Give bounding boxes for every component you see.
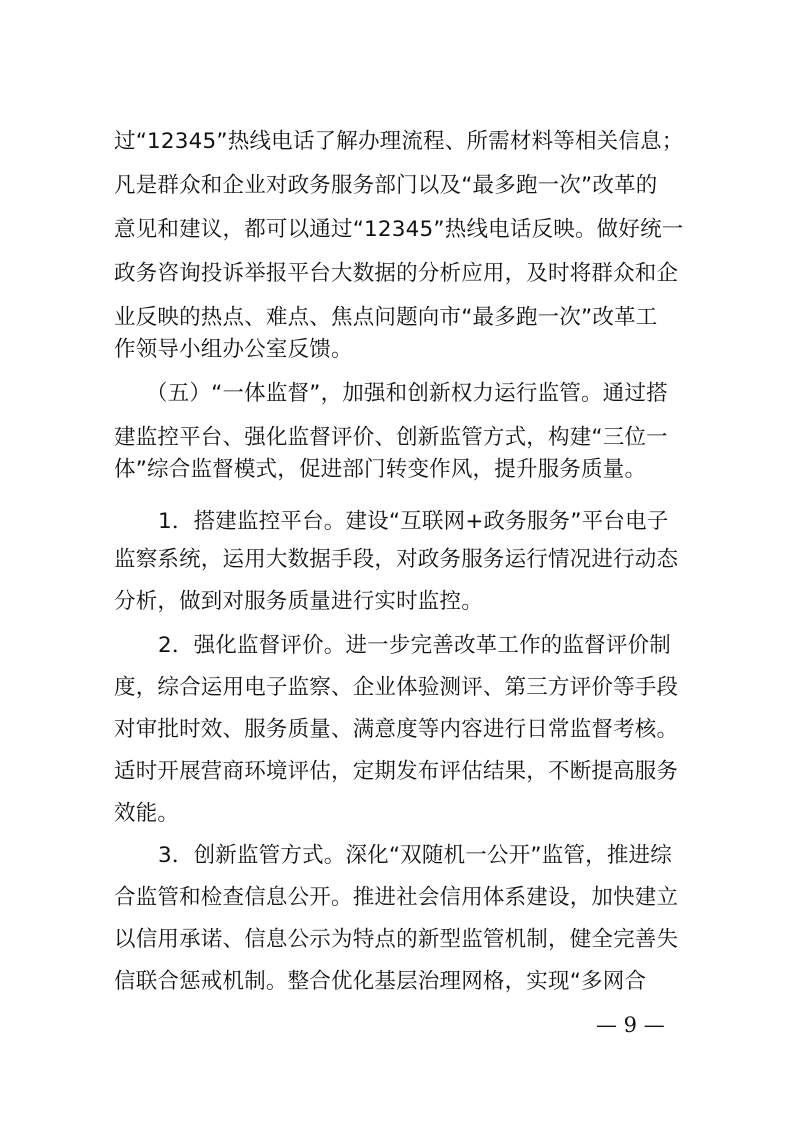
text-line: 监察系统，运用大数据手段，对政务服务运行情况进行动态 xyxy=(114,547,679,572)
text-line: 信联合惩戒机制。整合优化基层治理网格，实现“多网合 xyxy=(114,969,647,994)
text-line: 对审批时效、服务质量、满意度等内容进行日常监督考核。 xyxy=(114,717,679,742)
text-line: 过“12345”热线电话了解办理流程、所需材料等相关信息； xyxy=(114,129,684,154)
page-number: — 9 — xyxy=(596,1013,665,1037)
text-line: 业反映的热点、难点、焦点问题向市“最多跑一次”改革工 xyxy=(114,305,658,330)
section-heading-line: （五）“一体监督”，加强和创新权力运行监管。通过搭 xyxy=(146,381,668,406)
text-line: 适时开展营商环境评估，定期发布评估结果，不断提高服务 xyxy=(114,759,679,784)
paragraph-start-line: 1．搭建监控平台。建设“互联网+政务服务”平台电子 xyxy=(158,509,669,534)
text-line: 意见和建议，都可以通过“12345”热线电话反映。做好统一 xyxy=(114,217,684,242)
text-line: 以信用承诺、信息公示为特点的新型监管机制，健全完善失 xyxy=(114,927,679,952)
text-line: 建监控平台、强化监督评价、创新监管方式，构建“三位一 xyxy=(114,425,668,450)
paragraph-start-line: 2．强化监督评价。进一步完善改革工作的监督评价制 xyxy=(158,633,671,658)
paragraph-start-line: 3．创新监管方式。深化“双随机一公开”监管，推进综 xyxy=(158,843,672,868)
text-line: 作领导小组办公室反馈。 xyxy=(114,337,353,362)
text-line: 度，综合运用电子监察、企业体验测评、第三方评价等手段 xyxy=(114,675,679,700)
text-line: 凡是群众和企业对政务服务部门以及“最多跑一次”改革的 xyxy=(114,173,658,198)
text-line: 体”综合监督模式，促进部门转变作风，提升服务质量。 xyxy=(114,457,647,482)
text-line: 分析，做到对服务质量进行实时监控。 xyxy=(114,589,483,614)
text-line: 政务咨询投诉举报平台大数据的分析应用，及时将群众和企 xyxy=(114,261,679,286)
text-line: 合监管和检查信息公开。推进社会信用体系建设，加快建立 xyxy=(114,885,679,910)
text-line: 效能。 xyxy=(114,801,180,826)
